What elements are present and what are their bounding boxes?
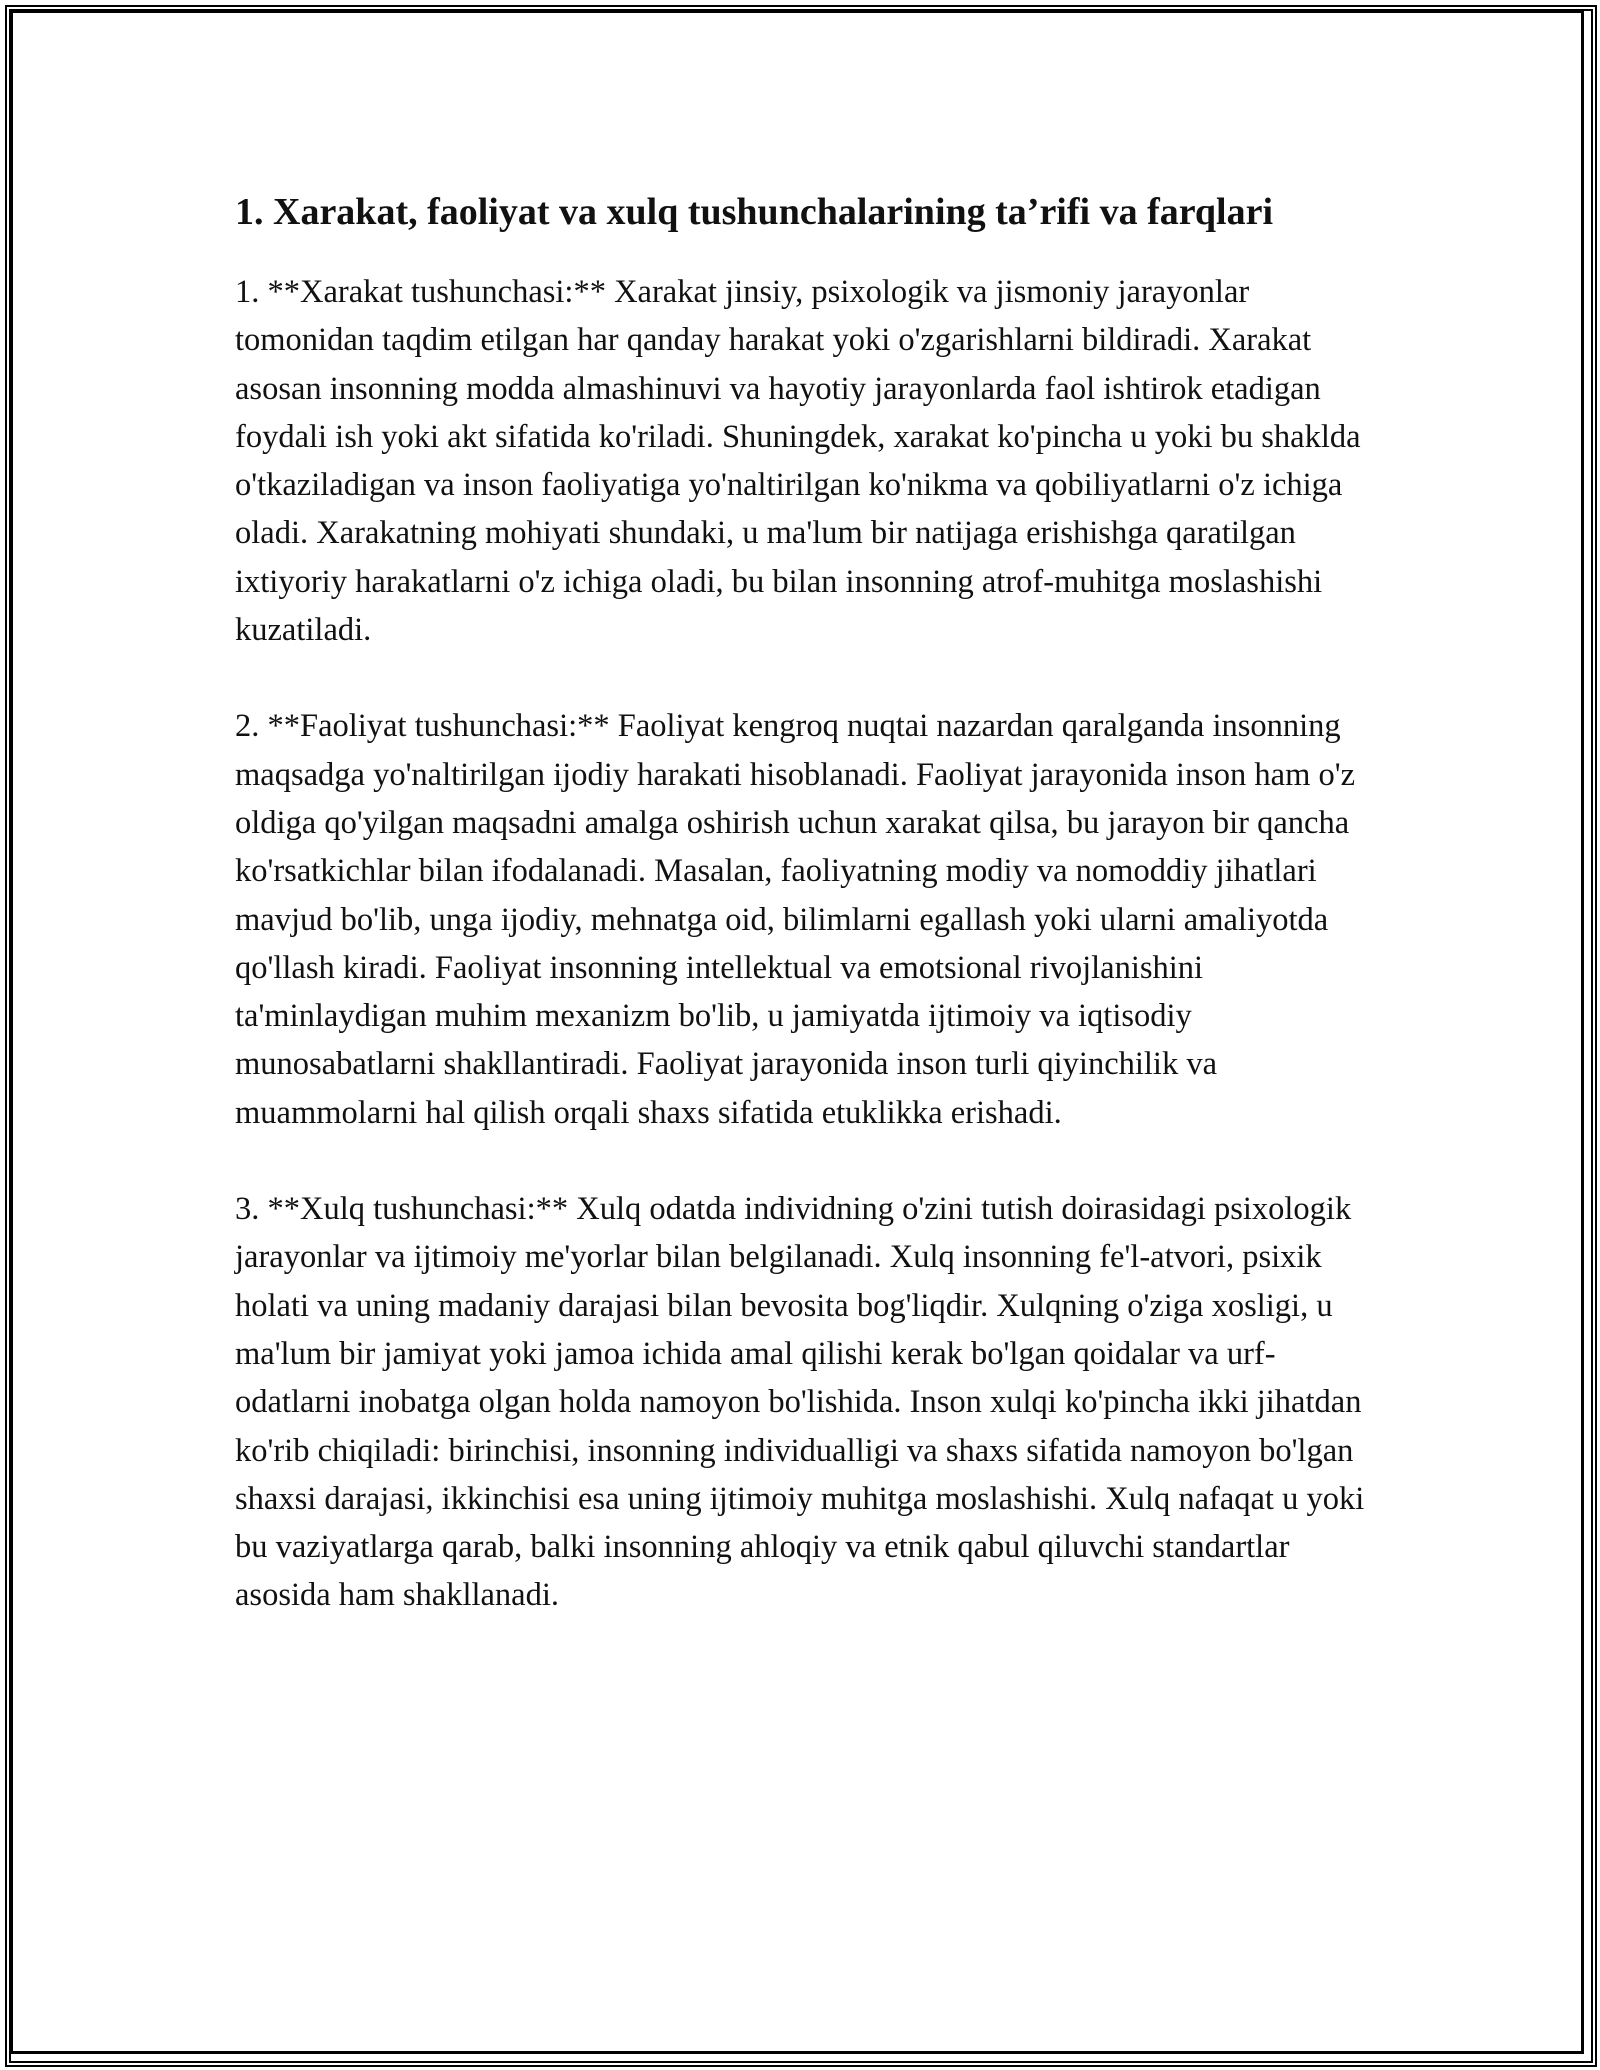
section-heading: 1. Xarakat, faoliyat va xulq tushunchalarining ta’rifi va farqlari	[235, 191, 1274, 233]
paragraph-xulq: 3. **Xulq tushunchasi:** Xulq odatda individning o'zini tutish doirasidagi psixologik jarayonlar va ijtimoiy me'yorlar bilan belgilanadi. Xulq insonning fe'l-atvori, psixik holati va uning madaniy darajasi bilan bevosita bog'liqdir. Xulqning o'ziga xosligi, u ma'lum bir jamiyat yoki jamoa ichida amal qilishi kerak bo'lgan qoidalar va urf-odatlarni inobatga olgan holda namoyon bo'lishida. Inson xulqi ko'pincha ikki jihatdan ko'rib chiqiladi: birinchisi, insonning individualligi va shaxs sifatida namoyon bo'lgan shaxsi darajasi, ikkinchisi esa uning ijtimoiy muhitga moslashishi. Xulq nafaqat u yoki bu vaziyatlarga qarab, balki insonning ahloqiy va etnik qabul qiluvchi standartlar asosida ham shakllanadi.	[235, 1191, 1365, 1614]
paragraph-faoliyat: 2. **Faoliyat tushunchasi:** Faoliyat kengroq nuqtai nazardan qaralganda insonning maqsadga yo'naltirilgan ijodiy harakati hisoblanadi. Faoliyat jarayonida inson ham o'z oldiga qo'yilgan maqsadni amalga oshirish uchun xarakat qilsa, bu jarayon bir qancha ko'rsatkichlar bilan ifodalanadi. Masalan, faoliyatning modiy va nomoddiy jihatlari mavjud bo'lib, unga ijodiy, mehnatga oid, bilimlarni egallash yoki ularni amaliyotda qo'llash kiradi. Faoliyat insonning intellektual va emotsional rivojlanishini ta'minlaydigan muhim mexanizm bo'lib, u jamiyatda ijtimoiy va iqtisodiy munosabatlarni shakllantiradi. Faoliyat jarayonida inson turli qiyinchilik va muammolarni hal qilish orqali shaxs sifatida etuklikka erishadi.	[235, 708, 1356, 1131]
document-body	[235, 185, 1375, 1668]
paragraph-xarakat: 1. **Xarakat tushunchasi:** Xarakat jinsiy, psixologik va jismoniy jarayonlar tomonidan taqdim etilgan har qanday harakat yoki o'zgarishlarni bildiradi. Xarakat asosan insonning modda almashinuvi va hayotiy jarayonlarda faol ishtirok etadigan foydali ish yoki akt sifatida ko'riladi. Shuningdek, xarakat ko'pincha u yoki bu shaklda o'tkaziladigan va inson faoliyatiga yo'naltirilgan ko'nikma va qobiliyatlarni o'z ichiga oladi. Xarakatning mohiyati shundaki, u ma'lum bir natijaga erishishga qaratilgan ixtiyoriy harakatlarni o'z ichiga oladi, bu bilan insonning atrof-muhitga moslashishi kuzatiladi.	[235, 274, 1361, 649]
